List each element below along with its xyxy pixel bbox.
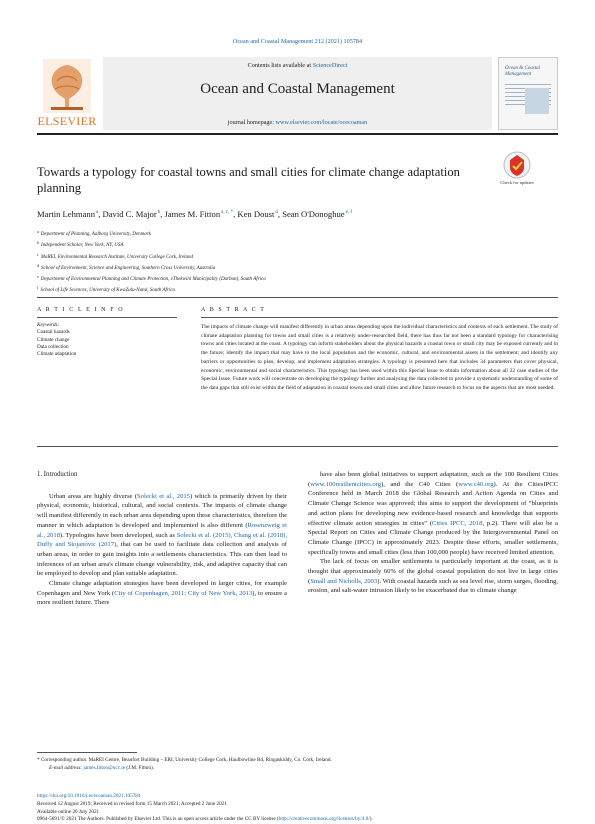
affiliation-text: Department of Planning, Aalborg University, Denmark [40,232,151,237]
body-paragraph [37,579,287,608]
keywords-block [37,322,177,358]
author-separator: , [233,209,238,219]
article-info-rule [37,317,177,318]
license-suffix: ). [369,816,373,823]
affiliation-list [37,228,558,296]
corresponding-author-footnote [37,757,558,772]
paragraph-text: ), and the C40 Cities ( [381,480,459,488]
affiliation-marker: e [37,274,39,280]
citation-link[interactable]: City of Copenhagen, 2011; City of New York, 2013 [114,589,253,597]
license-link[interactable]: http://creativecommons.org/licenses/by/4.0/ [278,816,370,823]
journal-reference[interactable]: Ocean and Coastal Management 212 (2021) 105784 [232,38,363,45]
info-section-top-rule [37,297,558,298]
abstract-rule [201,317,558,318]
abstract-text: The impacts of climate change will manifest differently in urban areas depending upon the individual characteristics and contexts of each settlement. The study of climate adaptation planning for towns and small cities is a relatively under-researched field, there has thus far not been a standard typology for characterising towns and cities located at the coast. A typology can inform stakeholders about the physical hazards a coastal town or small city may be exposed currently and in the future; identify the impact that may have to the local population and the economic, cultural, and environmental assets in the settlement; and identify any barriers or opportunities to plan, develop, and implement adaptation strategies. A typology is presented here that includes 34 parameters that cover physical, economic, environmental and social characteristics. This typology has been used within this Special Issue to obtain information about all 22 case studies of the Special Issue. Future work will concentrate on developing the typology further and analysing the data collected to provide a systematic understanding of some of the data gaps that still exist within the field of adaptation in coastal towns and small cities and allow future research to focus on the aspects that are most needed. [201,324,558,391]
keyword-item: Climate adaptation [37,351,77,358]
abstract-heading: A B S T R A C T [201,307,266,313]
citation-link[interactable]: Small and Nicholls, 2003 [310,577,378,585]
author-name: Ken Doust [237,209,275,219]
left-column-text [37,492,287,608]
paragraph-text: ). At the CitiesIPCC Conference held in March 2018 the Global Research and Action Agenda on Cities and Climate Change Science was approved; this aims to support the development of “blueprints and action plans for developing new evidence-based research and knowledge that supports effective climate action strategies in cities” ( [308,480,558,527]
affiliation-marker: b [37,240,39,246]
email-suffix: (J.M. Fitton). [125,764,155,771]
author-email-link[interactable]: james.fitton@ucc.ie [83,764,126,771]
keyword-item: Coastal hazards [37,329,70,336]
body-paragraph [37,492,287,579]
journal-cover-thumbnail[interactable] [498,57,558,130]
journal-masthead [37,57,558,130]
available-online: Available online 20 July 2021 [37,808,100,815]
author-name: Sean O'Donoghue [282,209,345,219]
homepage-prefix: journal homepage: [227,119,276,126]
journal-title: Ocean and Coastal Management [200,81,395,97]
citation-link[interactable]: Rosenzweig et al., 2018 [37,521,288,539]
paragraph-text: , that can be used to facilitate data collection and analysis of urban areas, in order to gain insights into a settlements characteristics. This can then lead to inferences of an urban area's climate change vulnerability, risk, and adaptive capacity that can be employed to develop and plan suitable adaptation. [37,541,287,578]
citation-link[interactable]: Solecki et al., 2015 [137,492,190,500]
affiliation-text: MaREI, Environmental Research Institute, University College Cork, Ireland [40,254,193,260]
cover-image [525,88,549,114]
article-history [37,793,558,824]
paragraph-text: have also been global initiatives to support adaptation, such as the 100 Resilient Cities ( [308,471,558,488]
author[interactable] [103,209,161,219]
affiliation-text: Independent Scholar, New York, NY, USA [41,243,124,249]
affiliation-item [37,251,558,262]
affiliation-item [37,239,558,250]
affiliation-marker: a [37,229,39,234]
affiliation-item [37,284,558,295]
check-for-updates-label[interactable]: Check for updates [500,180,534,185]
doi-link[interactable]: https://doi.org/10.1016/j.ocecoaman.2021.105784 [37,793,141,799]
license-line [37,816,558,824]
masthead-rule [37,133,558,135]
citation-link[interactable]: www.c40.org [458,480,494,488]
paragraph-text: The lack of focus on smaller settlements is particularly important at the coast, as it is thought that approximately 60% of the global coastal population do not live in large cities ( [308,558,558,585]
license-prefix: 0964-5691/© 2021 The Authors. Published by Elsevier Ltd. This is an open access article under the CC BY license ( [37,816,279,823]
check-for-updates-icon[interactable] [502,150,532,180]
author-separator: , [277,209,283,219]
affiliation-marker: c [37,251,39,257]
author-name: Martin Lehmann [37,209,95,219]
footnote-rule [37,752,137,753]
publisher-name: ELSEVIER [37,114,97,128]
author[interactable] [37,209,98,219]
affiliation-item [37,273,558,284]
keyword-item: Climate change [37,336,70,343]
affiliation-text: Department of Environmental Planning and Climate Protection, eThekwini Municipality (Durban), South Africa [40,277,266,283]
author-affiliation-marker[interactable]: a [96,210,99,215]
footnote-email-line [37,765,558,773]
right-column-text [308,470,558,596]
footnote-text: * Corresponding author. MaREI Centre, Beaufort Building – ERI, University College Cork, Haulbowline Rd, Ringaskiddy, Co. Cork, Ireland. [37,757,332,763]
keywords-label: Keywords: [37,322,60,328]
affiliation-item [37,262,558,273]
article-title: Towards a typology for coastal towns and small cities for climate change adaptation planning [37,165,460,195]
author-affiliation-marker[interactable]: a, c, * [221,210,234,215]
body-paragraph [308,470,558,557]
author[interactable] [237,209,278,219]
paragraph-text: ) which is primarily driven by their physical, economic, historical, cultural, and social contexts. The impacts of climate change will manifest differently in each urban area depending upon these characteristics, therefore the manner in which adaptation is developed and implemented is also different ( [37,492,287,529]
keyword-item: Data collection [37,343,69,350]
body-column-right [308,470,558,596]
email-label: E-mail address: [49,764,84,771]
paragraph-text: ). Typologies have been developed, such as [60,531,177,539]
contents-prefix: Contents lists available at [247,62,313,69]
sciencedirect-link[interactable]: ScienceDirect [312,62,348,69]
paragraph-text: ). With coastal hazards such as sea level rise, storm surges, flooding, erosion, and salt-water intrusion likely to be exacerbated due to climate change [308,577,558,595]
author-affiliation-marker[interactable]: b [157,210,161,215]
section-heading-introduction: 1. Introduction [37,471,78,478]
paragraph-text: ), to ensure a more resilient future. There [37,589,287,607]
citation-link[interactable]: Cities IPCC, 2018 [432,519,483,527]
affiliation-marker: d [37,262,39,268]
affiliation-item [37,228,558,239]
affiliation-marker: f [37,285,39,291]
author-separator: , [160,209,165,219]
body-column-left [37,470,287,608]
author-name: David C. Major [102,209,157,219]
homepage-line [103,119,492,126]
body-paragraph [308,557,558,596]
elsevier-logo[interactable] [37,57,97,130]
paragraph-text: Climate change adaptation strategies have been developed in larger cities, for example Copenhagen and New York ( [37,580,287,597]
cover-title: Ocean & Coastal Management [505,66,540,77]
paragraph-text: , p.2). There will also be a Special Report on Cities and Climate Change produced by the Intergovernmental Panel on Climate Change (IPCC) in approximately 2023. Despite these efforts, smaller settlements, specifically towns and small cities (less than 100,000 people) have received limited attention. [308,519,558,556]
paragraph-text: Urban areas are highly diverse ( [49,492,138,500]
author-separator: , [98,209,103,219]
citation-link[interactable]: Solecki et al. (2015), Chang et al. (2018), Duffy and Stojanovic (2017) [37,531,287,549]
masthead-banner [103,57,492,130]
author[interactable] [282,209,352,219]
citation-link[interactable]: www.100resilientcities.org [310,480,382,488]
abstract-bottom-rule [37,446,558,447]
affiliation-text: School of Environment, Science and Engineering, Southern Cross University, Australia [41,265,216,271]
author-list [37,209,558,219]
article-info-heading: A R T I C L E I N F O [37,307,125,313]
author-name: James M. Fitton [164,209,221,219]
elsevier-tree-icon [43,59,91,113]
author-affiliation-marker[interactable]: e, f [345,210,352,215]
article-dates: Received 12 August 2019; Received in revised form 15 March 2021; Accepted 2 June 2021 [37,800,227,807]
author-affiliation-marker[interactable]: d [275,210,278,215]
contents-line [103,62,492,69]
affiliation-text: School of Life Sciences, University of KwaZulu-Natal, South Africa [40,288,175,294]
homepage-link[interactable]: www.elsevier.com/locate/ocecoaman [275,119,368,126]
author[interactable] [165,209,234,219]
